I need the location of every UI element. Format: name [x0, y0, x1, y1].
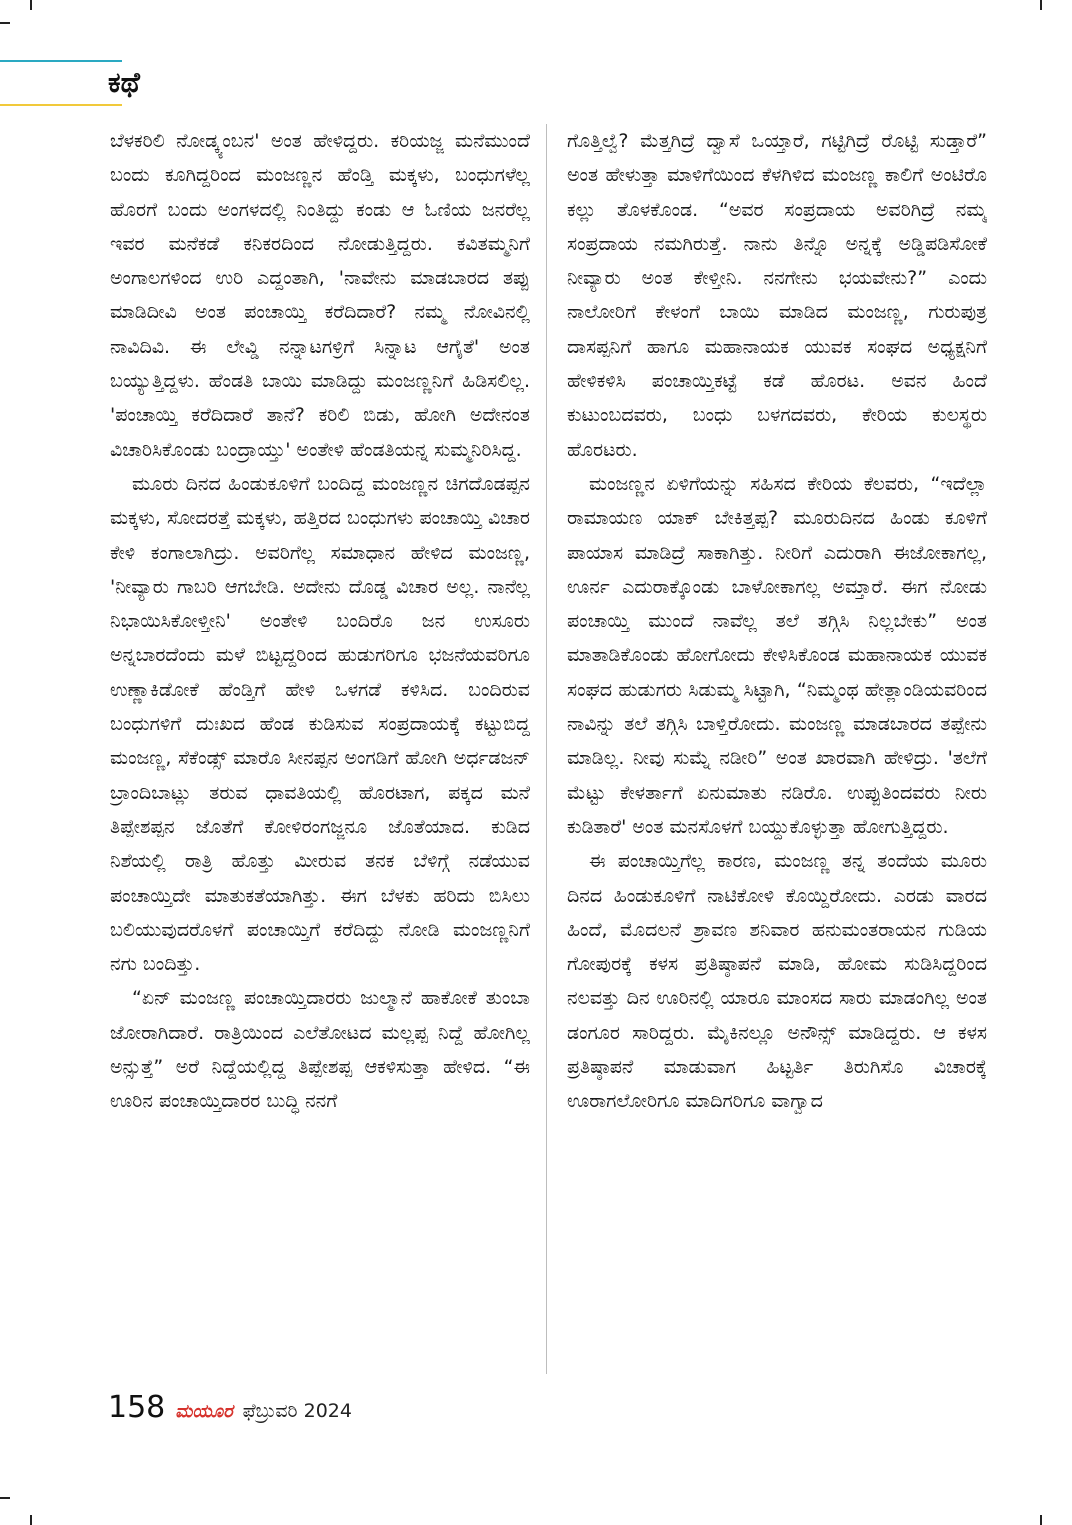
page-number: 158 [108, 1390, 166, 1425]
column-divider [546, 124, 547, 1374]
paragraph: ಈ ಪಂಚಾಯ್ತಿಗೆಲ್ಲ ಕಾರಣ, ಮಂಜಣ್ಣ ತನ್ನ ತಂದೆಯ ಮೂರು ದಿನದ ಹಿಂಡುಕೂಳಿಗೆ ನಾಟಿಕೋಳಿ ಕೊಯ್ದಿರೋದು. ಎರಡು ವಾರದ ಹಿಂದೆ, ಮೊದಲನೆ ಶ್ರಾವಣ ಶನಿವಾರ ಹನುಮಂತರಾಯನ ಗುಡಿಯ ಗೋಪುರಕ್ಕೆ ಕಳಸ ಪ್ರತಿಷ್ಠಾಪನೆ ಮಾಡಿ, ಹೋಮ ಸುಡಿಸಿದ್ದರಿಂದ ನಲವತ್ತು ದಿನ ಊರಿನಲ್ಲಿ ಯಾರೂ ಮಾಂಸದ ಸಾರು ಮಾಡಂಗಿಲ್ಲ ಅಂತ ಡಂಗೂರ ಸಾರಿದ್ದರು. ಮೈಕಿನಲ್ಲೂ ಅನೌನ್ಸ್ ಮಾಡಿದ್ದರು. ಆ ಕಳಸ ಪ್ರತಿಷ್ಠಾಪನೆ ಮಾಡುವಾಗ ಹಿಟ್ಟರ್ತಿ ತಿರುಗಿಸೊ ವಿಚಾರಕ್ಕೆ ಊರಾಗಲೋರಿಗೂ ಮಾದಿಗರಿಗೂ ವಾಗ್ವಾದ [567, 850, 987, 1113]
crop-mark [1040, 1515, 1042, 1525]
paragraph: ಬೆಳಕರಿಲಿ ನೋಡ್ಕ್ಯಂಬನ' ಅಂತ ಹೇಳಿದ್ದರು. ಕರಿಯಜ್ಜ ಮನೆಮುಂದೆ ಬಂದು ಕೂಗಿದ್ದರಿಂದ ಮಂಜಣ್ಣನ ಹೆಂಡ್ತಿ ಮಕ್ಕಳು, ಬಂಧುಗಳೆಲ್ಲ ಹೊರಗೆ ಬಂದು ಅಂಗಳದಲ್ಲಿ ನಿಂತಿದ್ದು ಕಂಡು ಆ ಓಣಿಯ ಜನರೆಲ್ಲ ಇವರ ಮನೆಕಡೆ ಕನಿಕರದಿಂದ ನೋಡುತ್ತಿದ್ದರು. ಕವಿತಮ್ಮನಿಗೆ ಅಂಗಾಲಗಳಿಂದ ಉರಿ ಎದ್ದಂತಾಗಿ, 'ನಾವೇನು ಮಾಡಬಾರದ ತಪ್ಪು ಮಾಡಿದೀವಿ ಅಂತ ಪಂಚಾಯ್ತಿ ಕರೆದಿದಾರೆ? ನಮ್ಮ ನೋವಿನಲ್ಲಿ ನಾವಿದಿವಿ. ಈ ಲೇವ್ಡಿ ನನ್ನಾಟಗಳ್ರಿಗೆ ಸಿನ್ನಾಟ ಆಗೈತೆ' ಅಂತ ಬಯ್ಯುತ್ತಿದ್ದಳು. ಹೆಂಡತಿ ಬಾಯಿ ಮಾಡಿದ್ದು ಮಂಜಣ್ಣನಿಗೆ ಹಿಡಿಸಲಿಲ್ಲ. 'ಪಂಚಾಯ್ತಿ ಕರೆದಿದಾರೆ ತಾನೆ? ಕರಿಲಿ ಬಿಡು, ಹೋಗಿ ಅದೇನಂತ ವಿಚಾರಿಸಿಕೊಂಡು ಬಂದ್ರಾಯ್ತು' ಅಂತೇಳಿ ಹೆಂಡತಿಯನ್ನ ಸುಮ್ಮನಿರಿಸಿದ್ದ. [110, 130, 530, 461]
paragraph: ಮಂಜಣ್ಣನ ಏಳಿಗೆಯನ್ನು ಸಹಿಸದ ಕೇರಿಯ ಕೆಲವರು, “ಇದೆಲ್ಲಾ ರಾಮಾಯಣ ಯಾಕ್ ಬೇಕಿತ್ತಪ್ಪ? ಮೂರುದಿನದ ಹಿಂಡು ಕೂಳಿಗೆ ಪಾಯಾಸ ಮಾಡಿದ್ರೆ ಸಾಕಾಗಿತ್ತು. ನೀರಿಗೆ ಎದುರಾಗಿ ಈಜೋಕಾಗಲ್ಲ, ಊರ್ನ ಎದುರಾಕ್ಕೊಂಡು ಬಾಳೋಕಾಗಲ್ಲ ಅಮ್ತಾರೆ. ಈಗ ನೋಡು ಪಂಚಾಯ್ತಿ ಮುಂದೆ ನಾವೆಲ್ಲ ತಲೆ ತಗ್ಗಿಸಿ ನಿಲ್ಲಬೇಕು” ಅಂತ ಮಾತಾಡಿಕೊಂಡು ಹೋಗೋದು ಕೇಳಿಸಿಕೊಂಡ ಮಹಾನಾಯಕ ಯುವಕ ಸಂಘದ ಹುಡುಗರು ಸಿಡುಮ್ಮ ಸಿಟ್ಟಾಗಿ, “ನಿಮ್ಮಂಥ ಹೇತ್ಲಾಂಡಿಯವರಿಂದ ನಾವಿನ್ನು ತಲೆ ತಗ್ಗಿಸಿ ಬಾಳ್ತಿರೋದು. ಮಂಜಣ್ಣ ಮಾಡಬಾರದ ತಪ್ಪೇನು ಮಾಡಿಲ್ಲ. ನೀವು ಸುಮ್ನೆ ನಡೀರಿ” ಅಂತ ಖಾರವಾಗಿ ಹೇಳಿದ್ರು. 'ತಲೆಗೆ ಮೆಟ್ಟು ಕೇಳರ್ತಾಗೆ ಏನುಮಾತು ನಡಿರೊ. ಉಪ್ಪುತಿಂದವರು ನೀರು ಕುಡಿತಾರೆ' ಅಂತ ಮನಸೊಳಗೆ ಬಯ್ದುಕೊಳ್ಳುತ್ತಾ ಹೋಗುತ್ತಿದ್ದರು. [567, 472, 987, 838]
paragraph: ಮೂರು ದಿನದ ಹಿಂಡುಕೂಳಿಗೆ ಬಂದಿದ್ದ ಮಂಜಣ್ಣನ ಚಿಗದೊಡಪ್ಪನ ಮಕ್ಕಳು, ಸೋದರತ್ತೆ ಮಕ್ಕಳು, ಹತ್ತಿರದ ಬಂಧುಗಳು ಪಂಚಾಯ್ತಿ ವಿಚಾರ ಕೇಳಿ ಕಂಗಾಲಾಗಿದ್ರು. ಅವರಿಗೆಲ್ಲ ಸಮಾಧಾನ ಹೇಳಿದ ಮಂಜಣ್ಣ, 'ನೀವ್ಯಾರು ಗಾಬರಿ ಆಗಬೇಡಿ. ಅದೇನು ದೊಡ್ಡ ವಿಚಾರ ಅಲ್ಲ. ನಾನೆಲ್ಲ ನಿಭಾಯಿಸಿಕೋಳ್ತೀನಿ' ಅಂತೇಳಿ ಬಂದಿರೊ ಜನ ಉಸೂರು ಅನ್ನಬಾರದೆಂದು ಮಳೆ ಬಿಟ್ಟದ್ದರಿಂದ ಹುಡುಗರಿಗೂ ಭಜನೆಯವರಿಗೂ ಉಣ್ಣಾಕಿಡೋಕೆ ಹೆಂಡ್ತಿಗೆ ಹೇಳಿ ಒಳಗಡೆ ಕಳಿಸಿದ. ಬಂದಿರುವ ಬಂಧುಗಳಿಗೆ ದುಃಖದ ಹೆಂಡ ಕುಡಿಸುವ ಸಂಪ್ರದಾಯಕ್ಕೆ ಕಟ್ಟುಬಿದ್ದ ಮಂಜಣ್ಣ, ಸೆಕೆಂಡ್ಸ್ ಮಾರೊ ಸೀನಪ್ಪನ ಅಂಗಡಿಗೆ ಹೋಗಿ ಅರ್ಧಡಜನ್ ಬ್ರಾಂದಿಬಾಟ್ಲು ತರುವ ಧಾವತಿಯಲ್ಲಿ ಹೊರಟಾಗ, ಪಕ್ಕದ ಮನೆ ತಿಪ್ಪೇಶಪ್ಪನ ಜೊತೆಗೆ ಕೋಳಿರಂಗಜ್ಜನೂ ಜೊತೆಯಾದ. ಕುಡಿದ ನಿಶೆಯಲ್ಲಿ ರಾತ್ರಿ ಹೊತ್ತು ಮೀರುವ ತನಕ ಬೆಳಿಗ್ಗೆ ನಡೆಯುವ ಪಂಚಾಯ್ತಿದೇ ಮಾತುಕತೆಯಾಗಿತ್ತು. ಈಗ ಬೆಳಕು ಹರಿದು ಬಿಸಿಲು ಬಲಿಯುವುದರೊಳಗೆ ಪಂಚಾಯ್ತಿಗೆ ಕರೆದಿದ್ದು ನೋಡಿ ಮಂಜಣ್ಣನಿಗೆ ನಗು ಬಂದಿತ್ತು. [110, 472, 530, 976]
header-accent-line-top [0, 60, 122, 62]
header-accent-line-bottom [0, 104, 122, 106]
page-footer [108, 1390, 352, 1425]
magazine-logo: ಮಯೂರ [175, 1401, 233, 1422]
crop-mark [0, 1497, 10, 1499]
article-column-left [110, 124, 530, 1379]
crop-mark [0, 22, 10, 24]
crop-mark [1040, 0, 1042, 10]
section-title: ಕಥೆ [108, 66, 140, 99]
article-column-right [567, 124, 987, 1379]
crop-mark [30, 0, 32, 10]
crop-mark [30, 1515, 32, 1525]
paragraph: “ಏನ್ ಮಂಜಣ್ಣ ಪಂಚಾಯ್ತಿದಾರರು ಜುಲ್ಮಾನೆ ಹಾಕೋಕೆ ತುಂಬಾ ಜೋರಾಗಿದಾರೆ. ರಾತ್ರಿಯಿಂದ ಎಲೆತೋಟದ ಮಲ್ಲಪ್ಪ ನಿದ್ದೆ ಹೋಗಿಲ್ಲ ಅನ್ಸುತ್ತೆ” ಅರೆ ನಿದ್ದೆಯಲ್ಲಿದ್ದ ತಿಪ್ಪೇಶಪ್ಪ ಆಕಳಿಸುತ್ತಾ ಹೇಳಿದ. “ಈ ಊರಿನ ಪಂಚಾಯ್ತಿದಾರರ ಬುದ್ಧಿ ನನಗೆ [110, 987, 530, 1113]
issue-date: ಫೆಬ್ರುವರಿ 2024 [242, 1400, 352, 1422]
paragraph: ಗೊತ್ತಿಲ್ವೆ? ಮೆತ್ತಗಿದ್ರೆ ದ್ವಾಸೆ ಒಯ್ತಾರೆ, ಗಟ್ಟಿಗಿದ್ರೆ ರೊಟ್ಟಿ ಸುಡ್ತಾರೆ” ಅಂತ ಹೇಳುತ್ತಾ ಮಾಳಿಗೆಯಿಂದ ಕೆಳಗಿಳಿದ ಮಂಜಣ್ಣ ಕಾಲಿಗೆ ಅಂಟಿರೊ ಕಲ್ಲು ತೊಳಕೊಂಡ. “ಅವರ ಸಂಪ್ರದಾಯ ಅವರಿಗಿದ್ರೆ ನಮ್ಮ ಸಂಪ್ರದಾಯ ನಮಗಿರುತ್ತೆ. ನಾನು ತಿನ್ನೊ ಅನ್ನಕ್ಕೆ ಅಡ್ಡಿಪಡಿಸೋಕೆ ನೀವ್ಯಾರು ಅಂತ ಕೇಳ್ತೀನಿ. ನನಗೇನು ಭಯವೇನು?” ಎಂದು ನಾಲೋರಿಗೆ ಕೇಳಂಗೆ ಬಾಯಿ ಮಾಡಿದ ಮಂಜಣ್ಣ, ಗುರುಪುತ್ರ ದಾಸಪ್ಪನಿಗೆ ಹಾಗೂ ಮಹಾನಾಯಕ ಯುವಕ ಸಂಘದ ಅಧ್ಯಕ್ಷನಿಗೆ ಹೇಳಿಕಳಿಸಿ ಪಂಚಾಯ್ತಿಕಟ್ಟೆ ಕಡೆ ಹೊರಟ. ಅವನ ಹಿಂದೆ ಕುಟುಂಬದವರು, ಬಂಧು ಬಳಗದವರು, ಕೇರಿಯ ಕುಲಸ್ಥರು ಹೊರಟರು. [567, 130, 987, 461]
